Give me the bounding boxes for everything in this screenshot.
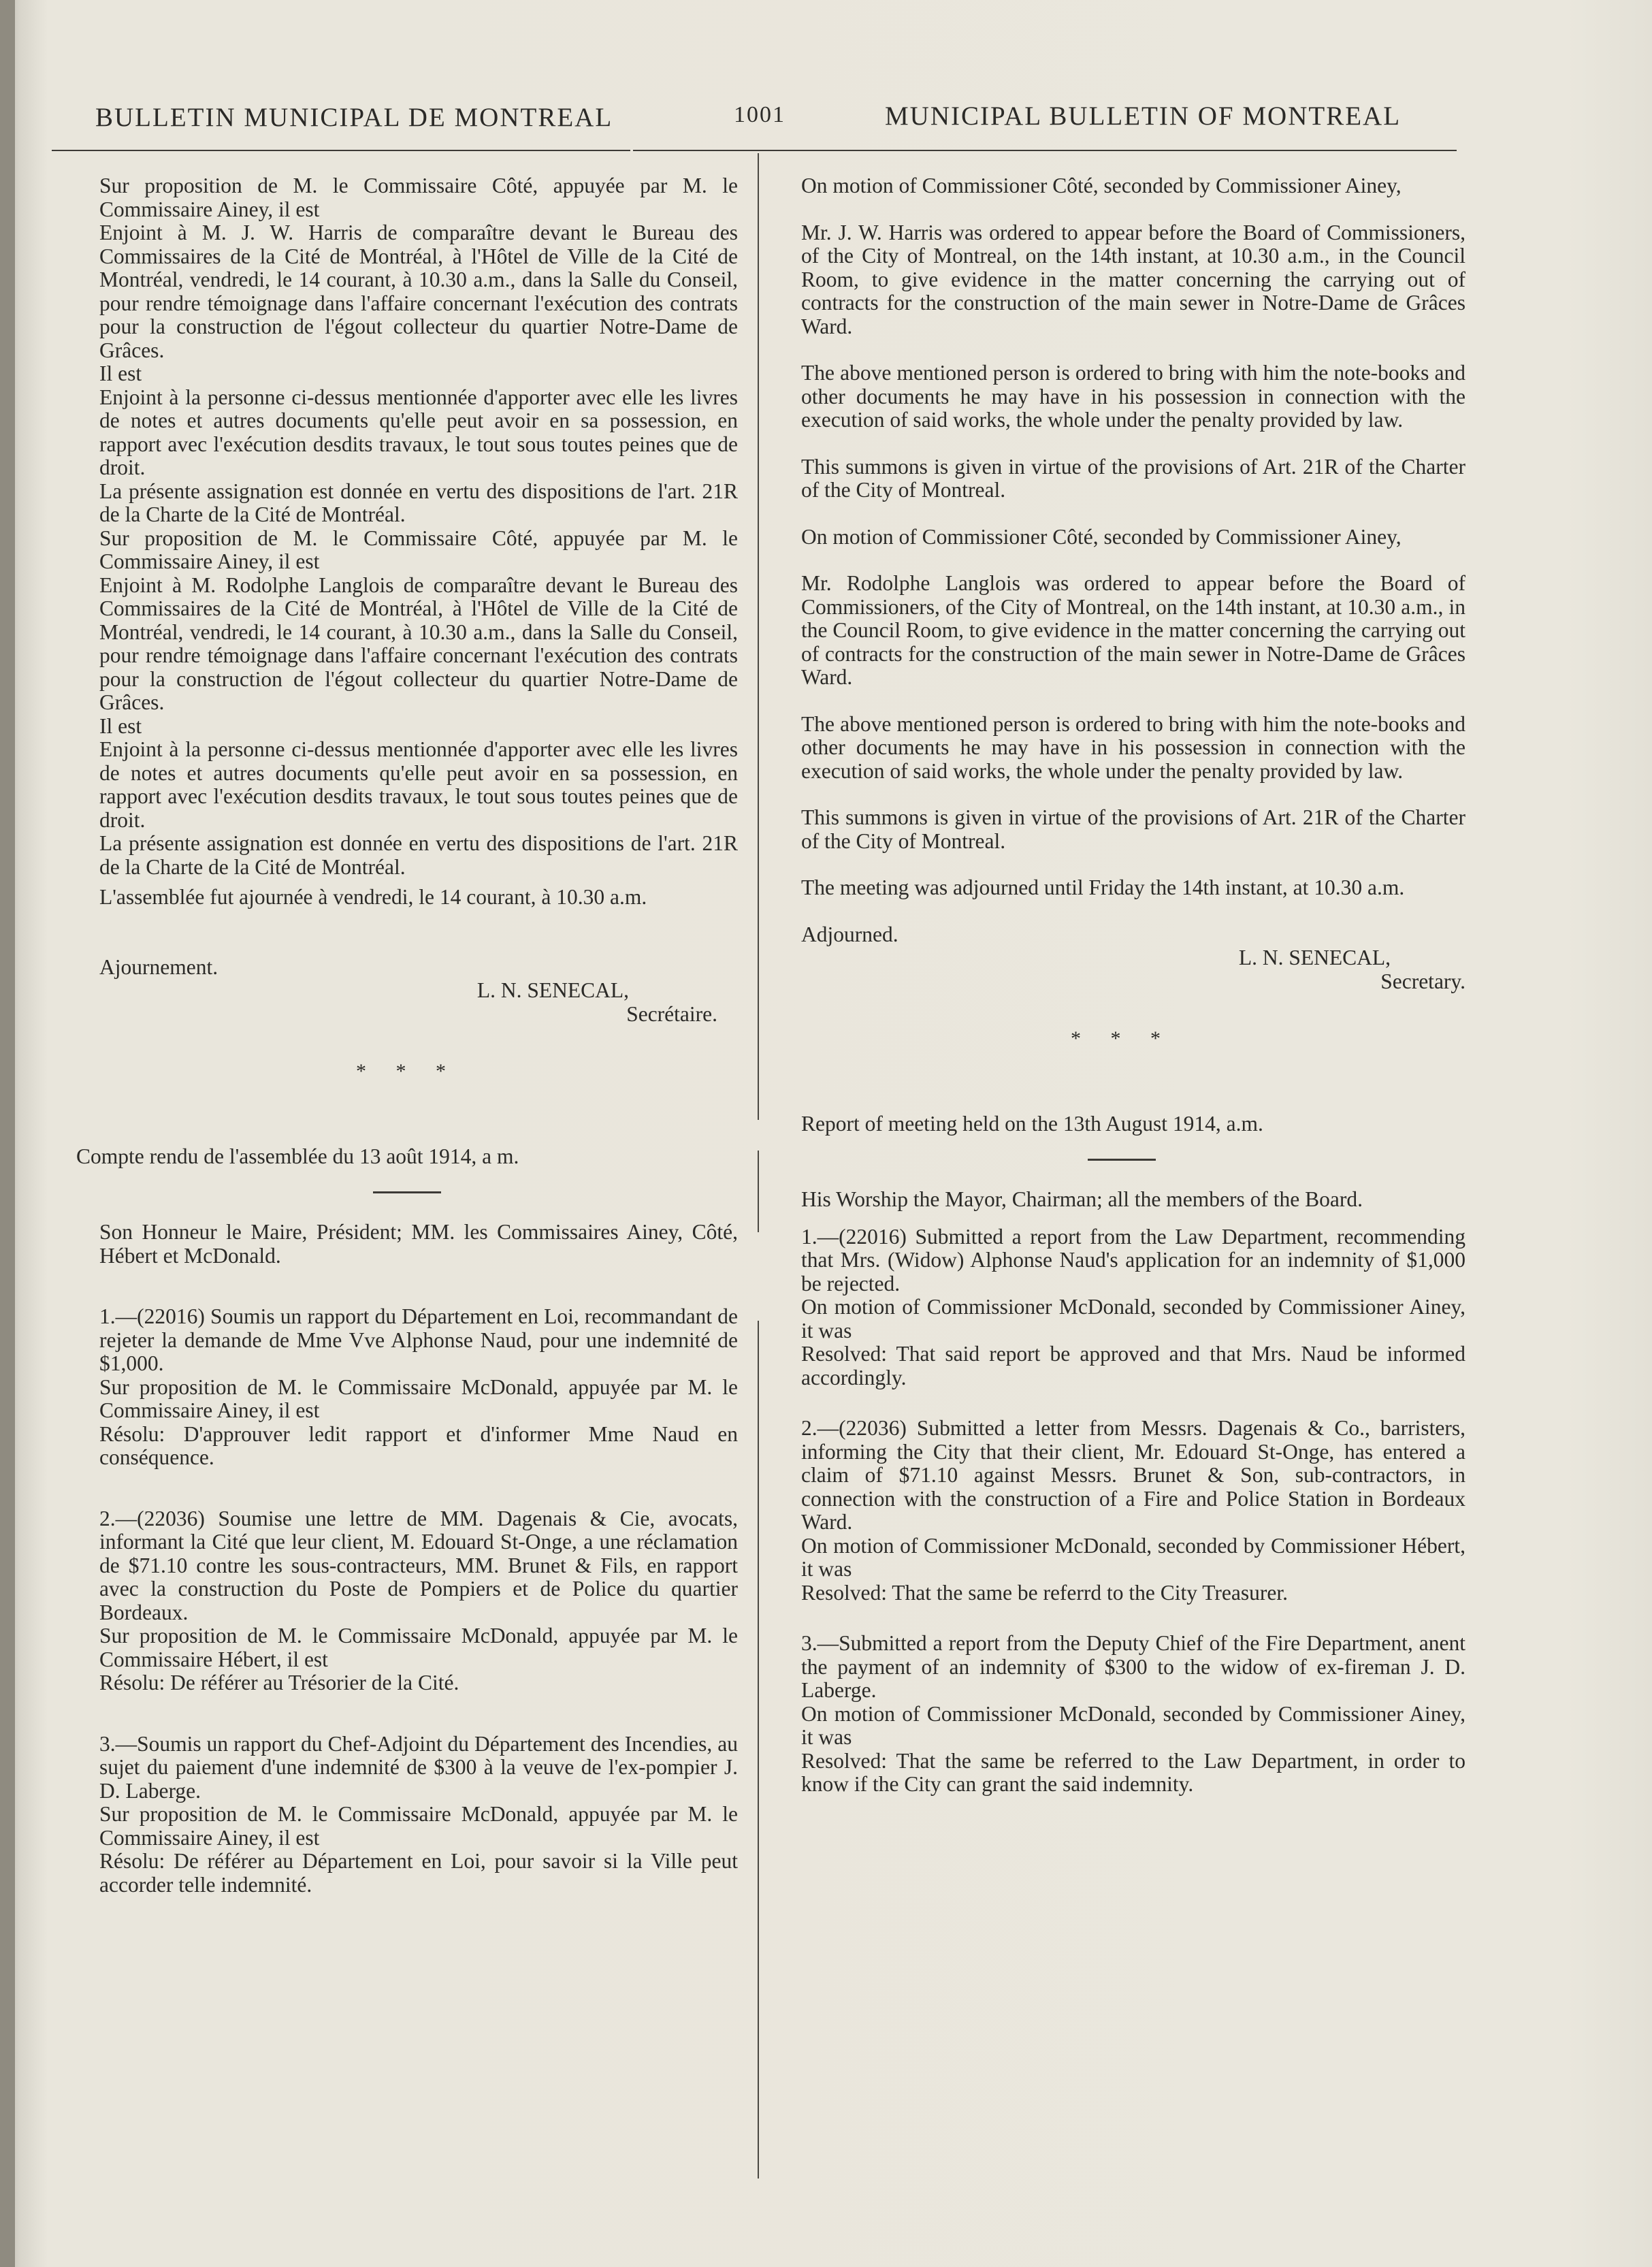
fr-documents-2: Enjoint à la personne ci-dessus mentionnée d'apporter avec elle les livres de notes et autres documents qu'elle peut avoir en sa possession, en rapport avec l'exécution desdits travaux, le tout sous toutes peines que de droit.	[99, 737, 738, 832]
fr-adjournment: Ajournement.	[99, 954, 218, 979]
en-report-title: Report of meeting held on the 13th August 1914, a.m.	[801, 1111, 1263, 1136]
fr-item-1: 1.—(22016) Soumis un rapport du Département en Loi, recommandant de rejeter la demande de Mme Vve Alphonse Naud, pour une indemnité de $1,000.	[99, 1304, 738, 1375]
fr-item-2: 2.—(22036) Soumise une lettre de MM. Dagenais & Cie, avocats, informant la Cité que leur client, M. Edouard St-Onge, a une réclamation de $71.10 contre les sous-contracteurs, MM. Brunet & Fils, en rapport avec la construction du Poste de Pompiers et de Police du quartier Bordeaux.	[99, 1506, 738, 1624]
en-documents-1: The above mentioned person is ordered to bring with him the note-books and other documents he may have in his possession in connection with the execution of said works, the whole under the penalty provided by law.	[801, 361, 1465, 432]
en-order-langlois: Mr. Rodolphe Langlois was ordered to appear before the Board of Commissioners, of the City of Montreal, on the 14th instant, at 10.30 a.m., in the Council Room, to give evidence in the matter concerning the carrying out of contracts for the construction of the main sewer in Notre-Dame de Grâces Ward.	[801, 571, 1465, 689]
en-present: His Worship the Mayor, Chairman; all the members of the Board.	[801, 1187, 1363, 1211]
page-header	[0, 95, 1652, 136]
en-item-3-resolution: Resolved: That the same be referred to the Law Department, in order to know if the City can grant the said indemnity.	[801, 1748, 1465, 1796]
header-rule-left	[52, 150, 630, 151]
en-motion-1: On motion of Commissioner Côté, seconded by Commissioner Ainey,	[801, 174, 1402, 197]
fr-item-3-motion: Sur proposition de M. le Commissaire McDonald, appuyée par M. le Commissaire Ainey, il est	[99, 1802, 738, 1850]
column-divider-middle	[758, 1151, 759, 1232]
fr-il-est-1: Il est	[99, 361, 142, 385]
fr-signature-name: L. N. SENECAL,	[476, 978, 629, 1002]
en-item-3: 3.—Submitted a report from the Deputy Chief of the Fire Department, anent the payment of an indemnity of $300 to the widow of ex-fireman J. D. Laberge.	[801, 1631, 1465, 1702]
french-column	[76, 174, 738, 1897]
fr-order-langlois: Enjoint à M. Rodolphe Langlois de comparaître devant le Bureau des Commissaires de la Cité de Montréal, à l'Hôtel de Ville de la Cité de Montréal, vendredi, le 14 courant, à 10.30 a.m., dans la Salle du Conseil, pour rendre témoignage dans l'affaire concernant l'exécution des contrats pour la construction de l'égout collecteur du quartier Notre-Dame de Grâces.	[99, 573, 738, 714]
header-rule-right	[633, 150, 1457, 151]
fr-item-1-resolution: Résolu: D'approuver ledit rapport et d'informer Mme Naud en conséquence.	[99, 1421, 738, 1469]
fr-present: Son Honneur le Maire, Président; MM. les Commissaires Ainey, Côté, Hébert et McDonald.	[99, 1220, 738, 1268]
page-spine	[0, 0, 15, 2267]
fr-item-2-motion: Sur proposition de M. le Commissaire McDonald, appuyée par M. le Commissaire Hébert, il est	[99, 1624, 738, 1671]
header-english-title: MUNICIPAL BULLETIN OF MONTREAL	[885, 101, 1402, 131]
fr-motion-2: Sur proposition de M. le Commissaire Côté, appuyée par M. le Commissaire Ainey, il est	[99, 526, 738, 573]
fr-item-2-resolution: Résolu: De référer au Trésorier de la Cité.	[99, 1671, 459, 1694]
en-item-2-motion: On motion of Commissioner McDonald, seconded by Commissioner Hébert, it was	[801, 1533, 1465, 1581]
page-number: 1001	[734, 102, 785, 127]
en-motion-2: On motion of Commissioner Côté, seconded by Commissioner Ainey,	[801, 524, 1402, 549]
fr-item-3-resolution: Résolu: De référer au Département en Loi, pour savoir si la Ville peut accorder telle indemnité.	[99, 1849, 738, 1897]
fr-signature-title: Secrétaire.	[626, 1001, 717, 1026]
column-divider-bottom	[758, 1321, 759, 2178]
fr-order-harris: Enjoint à M. J. W. Harris de comparaître devant le Bureau des Commissaires de la Cité de Montréal, à l'Hôtel de Ville de la Cité de Montréal, vendredi, le 14 courant, à 10.30 a.m., dans la Salle du Conseil, pour rendre témoignage dans l'affaire concernant l'exécution des contrats pour la construction de l'égout collecteur du quartier Notre-Dame de Grâces.	[99, 221, 738, 362]
english-column	[778, 174, 1465, 1797]
en-item-3-motion: On motion of Commissioner McDonald, seconded by Commissioner Ainey, it was	[801, 1701, 1465, 1749]
en-item-2: 2.—(22036) Submitted a letter from Messrs. Dagenais & Co., barristers, informing the City that their client, Mr. Edouard St-Onge, has entered a claim of $71.10 against Messrs. Brunet & Son, sub-contractors, in connection with the construction of a Fire and Police Station in Bordeaux Ward.	[801, 1416, 1465, 1534]
en-section-stars: * * *	[1071, 1027, 1173, 1050]
en-signature-title: Secretary.	[1380, 969, 1465, 993]
en-item-2-resolution: Resolved: That the same be referrd to the City Treasurer.	[801, 1580, 1288, 1605]
fr-section-stars: * * *	[356, 1060, 458, 1082]
en-signature-name: L. N. SENECAL,	[1238, 946, 1391, 969]
fr-adjourned-until: L'assemblée fut ajournée à vendredi, le 14 courant, à 10.30 a.m.	[99, 885, 647, 909]
fr-item-3: 3.—Soumis un rapport du Chef-Adjoint du Département des Incendies, au sujet du paiement d'une indemnité de $300 à la veuve de l'ex-pompier J. D. Laberge.	[99, 1731, 738, 1803]
fr-documents-1: Enjoint à la personne ci-dessus mentionnée d'apporter avec elle les livres de notes et autres documents qu'elle peut avoir en sa possession, en rapport avec l'exécution desdits travaux, le tout sous toutes peines que de droit.	[99, 385, 738, 479]
en-order-harris: Mr. J. W. Harris was ordered to appear before the Board of Commissioners, of the City of Montreal, on the 14th instant, at 10.30 a.m., in the Council Room, to give evidence in the matter concerning the carrying out of contracts for the construction of the main sewer in Notre-Dame de Grâces Ward.	[801, 220, 1465, 338]
en-adjourned: Adjourned.	[801, 922, 898, 946]
en-summons-2: This summons is given in virtue of the provisions of Art. 21R of the Charter of the City of Montreal.	[801, 805, 1465, 853]
en-item-1-motion: On motion of Commissioner McDonald, seconded by Commissioner Ainey, it was	[801, 1295, 1465, 1342]
header-french-title: BULLETIN MUNICIPAL DE MONTREAL	[95, 103, 613, 132]
fr-motion-1: Sur proposition de M. le Commissaire Côté, appuyée par M. le Commissaire Ainey, il est	[99, 174, 738, 221]
fr-item-1-motion: Sur proposition de M. le Commissaire McDonald, appuyée par M. le Commissaire Ainey, il est	[99, 1374, 738, 1422]
en-item-1-resolution: Resolved: That said report be approved and that Mrs. Naud be informed accordingly.	[801, 1342, 1465, 1389]
fr-il-est-2: Il est	[99, 713, 142, 738]
fr-report-title: Compte rendu de l'assemblée du 13 août 1914, a m.	[76, 1144, 519, 1168]
en-summons-1: This summons is given in virtue of the provisions of Art. 21R of the Charter of the City of Montreal.	[801, 454, 1465, 502]
en-item-1: 1.—(22016) Submitted a report from the Law Department, recommending that Mrs. (Widow) Alphonse Naud's application for an indemnity of $1,000 be rejected.	[801, 1224, 1465, 1296]
en-adjourned-until: The meeting was adjourned until Friday the 14th instant, at 10.30 a.m.	[801, 875, 1405, 899]
fr-assignation-2: La présente assignation est donnée en vertu des dispositions de l'art. 21R de la Charte de la Cité de Montréal.	[99, 831, 738, 879]
column-divider-top	[758, 153, 759, 1120]
fr-assignation-1: La présente assignation est donnée en vertu des dispositions de l'art. 21R de la Charte de la Cité de Montréal.	[99, 479, 738, 526]
en-documents-2: The above mentioned person is ordered to bring with him the note-books and other documents he may have in his possession in connection with the execution of said works, the whole under the penalty provided by law.	[801, 711, 1465, 783]
